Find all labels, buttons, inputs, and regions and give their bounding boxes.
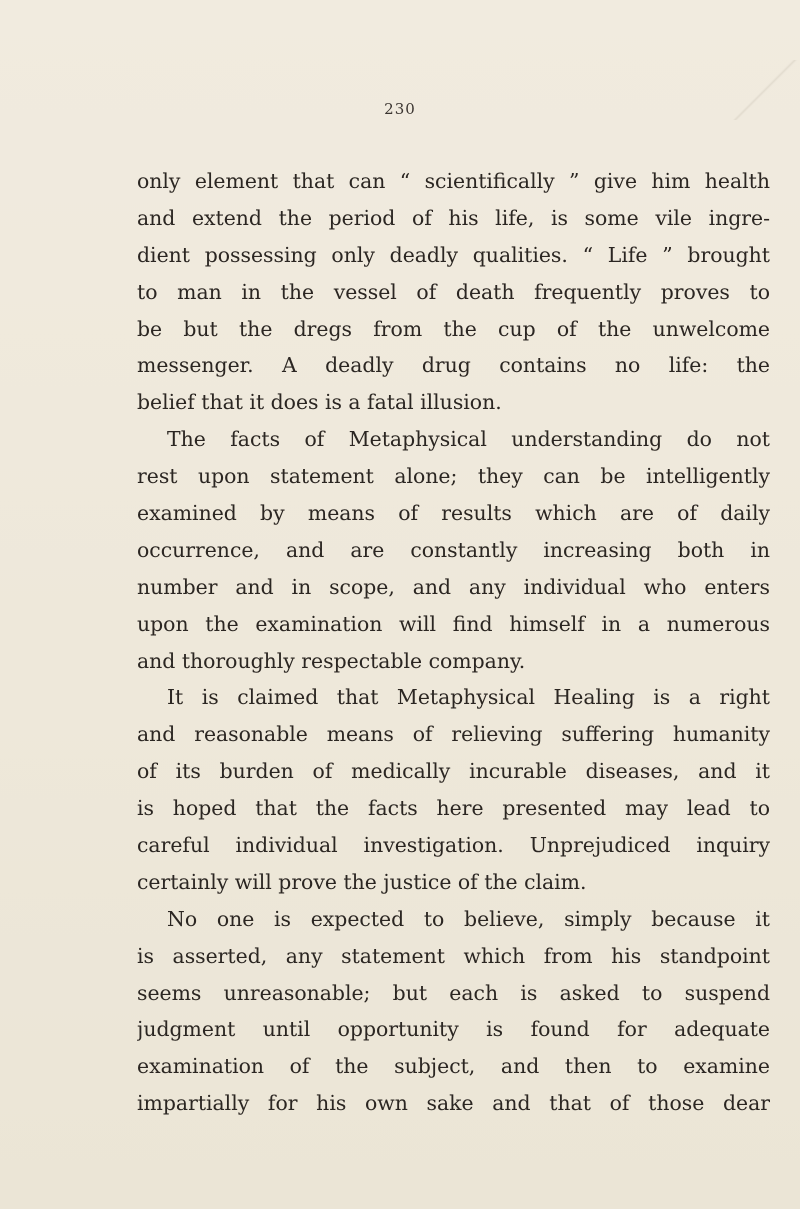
- text-line: and thoroughly respectable company.: [137, 648, 526, 673]
- text-line: seems unreasonable; but each is asked to suspend: [137, 980, 770, 1005]
- text-line: is hoped that the facts here presented may lead to: [137, 796, 770, 821]
- text-line: belief that it does is a fatal illusion.: [137, 390, 502, 415]
- text-line: impartially for his own sake and that of those dear: [137, 1091, 770, 1116]
- text-line: judgment until opportunity is found for adequate: [137, 1017, 770, 1042]
- text-line: of its burden of medically incurable diseases, and it: [137, 759, 770, 784]
- text-line: upon the examination will find himself in a numerous: [137, 611, 770, 636]
- paragraph-start-line: It is claimed that Metaphysical Healing is a right: [167, 685, 770, 710]
- page-body: [137, 163, 770, 1122]
- text-line: and extend the period of his life, is some vile ingre-: [137, 205, 770, 230]
- text-line: dient possessing only deadly qualities. “ Life ” brought: [137, 242, 770, 267]
- text-line: certainly will prove the justice of the claim.: [137, 869, 587, 894]
- text-line: rest upon statement alone; they can be intelligently: [137, 464, 770, 489]
- page-number: 230: [384, 100, 416, 118]
- text-line: examination of the subject, and then to examine: [137, 1054, 770, 1079]
- paragraph-start-line: No one is expected to believe, simply because it: [167, 906, 770, 931]
- paragraph-start-line: The facts of Metaphysical understanding do not: [167, 427, 770, 452]
- text-line: occurrence, and are constantly increasing both in: [137, 537, 770, 562]
- text-line: be but the dregs from the cup of the unwelcome: [137, 316, 770, 341]
- text-line: and reasonable means of relieving suffering humanity: [137, 722, 770, 747]
- text-line: is asserted, any statement which from his standpoint: [137, 943, 770, 968]
- text-line: examined by means of results which are of daily: [137, 501, 770, 526]
- text-line: messenger. A deadly drug contains no life: the: [137, 353, 770, 378]
- text-line: only element that can “ scientifically ” give him health: [137, 169, 770, 193]
- text-line: to man in the vessel of death frequently proves to: [137, 279, 770, 304]
- text-line: careful individual investigation. Unprejudiced inquiry: [137, 833, 770, 858]
- text-line: number and in scope, and any individual who enters: [137, 574, 770, 599]
